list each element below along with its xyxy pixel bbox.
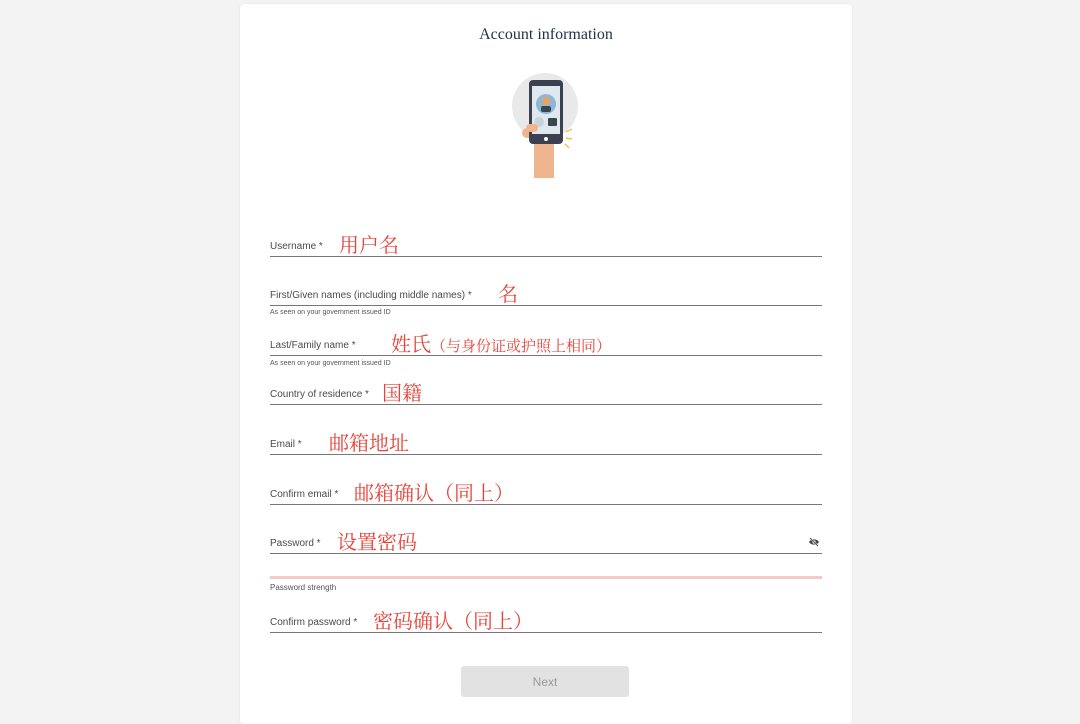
last-name-hint: As seen on your government issued ID: [270, 360, 391, 367]
last-name-field[interactable]: [270, 324, 822, 356]
country-label: Country of residence *: [270, 389, 369, 400]
account-form-card: [240, 4, 852, 724]
confirm-password-annotation: 密码确认（同上）: [373, 609, 533, 633]
first-name-annotation: 名: [498, 282, 518, 306]
last-name-annotation: [391, 328, 611, 357]
password-strength-label: Password strength: [270, 583, 337, 592]
confirm-email-label: Confirm email *: [270, 489, 339, 500]
next-button[interactable]: Next: [461, 666, 629, 697]
last-name-annotation-main: 姓氏: [391, 332, 431, 356]
page-title: Account information: [479, 26, 613, 43]
username-field[interactable]: [270, 226, 822, 257]
confirm-password-field[interactable]: [270, 602, 822, 633]
password-label: Password *: [270, 538, 321, 549]
username-label: Username *: [270, 241, 323, 252]
email-annotation: 邮箱地址: [329, 431, 409, 455]
password-annotation: 设置密码: [337, 530, 417, 554]
last-name-annotation-extra: （与身份证或护照上相同）: [431, 337, 612, 355]
confirm-password-label: Confirm password *: [270, 617, 358, 628]
first-name-label: First/Given names (including middle names) *: [270, 290, 472, 301]
username-annotation: 用户名: [339, 233, 399, 257]
confirm-email-annotation: 邮箱确认（同上）: [354, 481, 514, 505]
first-name-field[interactable]: [270, 275, 822, 306]
email-field[interactable]: [270, 424, 822, 455]
country-annotation: 国籍: [382, 381, 422, 405]
first-name-hint: As seen on your government issued ID: [270, 309, 391, 316]
eye-off-icon[interactable]: [808, 537, 820, 547]
password-field[interactable]: [270, 524, 822, 554]
phone-identity-illustration-icon: [508, 70, 582, 180]
password-strength-bar: [270, 576, 822, 579]
last-name-label: Last/Family name *: [270, 340, 356, 351]
country-field[interactable]: [270, 374, 822, 405]
email-label: Email *: [270, 439, 302, 450]
confirm-email-field[interactable]: [270, 474, 822, 505]
